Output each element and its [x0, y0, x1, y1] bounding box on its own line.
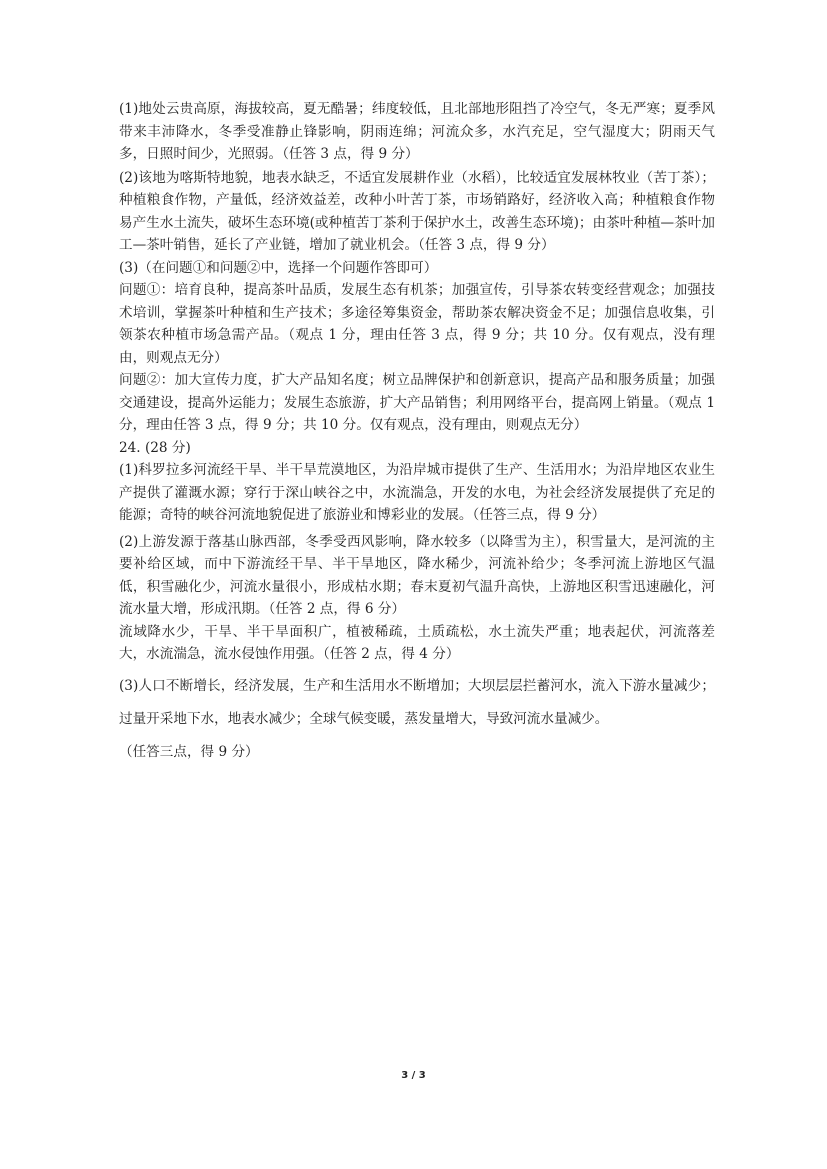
- q23-part1-answer: (1)地处云贵高原，海拔较高，夏无酷暑；纬度较低，且北部地形阻挡了冷空气，冬无严寒；夏季风带来丰沛降水，冬季受准静止锋影响，阴雨连绵；河流众多，水汽充足，空气湿度大；阴雨天气多，日照时间少，光照弱。（任答 3 点，得 9 分）: [119, 101, 715, 162]
- page-number: 3 / 3: [401, 1070, 426, 1081]
- q24-part1-answer: (1)科罗拉多河流经干旱、半干旱荒漠地区，为沿岸城市提供了生产、生活用水；为沿岸地区农业生产提供了灌溉水源；穿行于深山峡谷之中，水流湍急，开发的水电，为社会经济发展提供了充足的能源；奇特的峡谷河流地貌促进了旅游业和博彩业的发展。（任答三点，得 9 分）: [119, 462, 715, 523]
- q23-part3-instruction: (3)（在问题①和问题②中，选择一个问题作答即可）: [119, 259, 438, 276]
- answer-content: [119, 98, 715, 769]
- q24-part2-extra-answer: 流域降水少，干旱、半干旱面积广，植被稀疏，土质疏松，水土流失严重；地表起伏，河流落差大，水流湍急，流水侵蚀作用强。（任答 2 点，得 4 分）: [119, 623, 715, 662]
- q24-part3-answer: (3)人口不断增长，经济发展，生产和生活用水不断增加；大坝层层拦蓄河水，流入下游水量减少；过量开采地下水，地表水减少；全球气候变暖，蒸发量增大，导致河流水量减少。: [119, 677, 715, 727]
- q24-heading: 24. (28 分): [119, 439, 191, 456]
- q23-option2-answer: 问题②：加大宣传力度，扩大产品知名度；树立品牌保护和创新意识，提高产品和服务质量；加强交通建设，提高外运能力；发展生态旅游，扩大产品销售；利用网络平台，提高网上销量。（观点 1 分，理由任答 3 点，得 9 分；共 10 分。仅有观点，没有理由，则观点无分）: [119, 372, 715, 433]
- q23-option1-answer: 问题①：培育良种，提高茶叶品质，发展生态有机茶；加强宣传，引导茶农转变经营观念；加强技术培训，掌握茶叶种植和生产技术；多途径筹集资金，帮助茶农解决资金不足；加强信息收集，引领茶农种植市场急需产品。（观点 1 分，理由任答 3 点，得 9 分；共 10 分。仅有观点，没有理由，则观点无分）: [119, 282, 715, 366]
- q24-part3-scoring: （任答三点，得 9 分）: [119, 743, 259, 760]
- q23-part2-answer: (2)该地为喀斯特地貌，地表水缺乏，不适宜发展耕作业（水稻），比较适宜发展林牧业（苦丁茶）；种植粮食作物，产量低，经济效益差，改种小叶苦丁茶，市场销路好，经济收入高；种植粮食作物易产生水土流失，破坏生态环境(或种植苦丁茶利于保护水土，改善生态环境)；由茶叶种植—茶叶加工—茶叶销售，延长了产业链，增加了就业机会。（任答 3 点，得 9 分）: [119, 169, 715, 253]
- q24-part2-answer: (2)上游发源于落基山脉西部，冬季受西风影响，降水较多（以降雪为主），积雪量大，是河流的主要补给区域，而中下游流经干旱、半干旱地区，降水稀少，河流补给少；冬季河流上游地区气温低，积雪融化少，河流水量很小，形成枯水期；春末夏初气温升高快，上游地区积雪迅速融化，河流水量大增，形成汛期。（任答 2 点，得 6 分）: [119, 533, 715, 617]
